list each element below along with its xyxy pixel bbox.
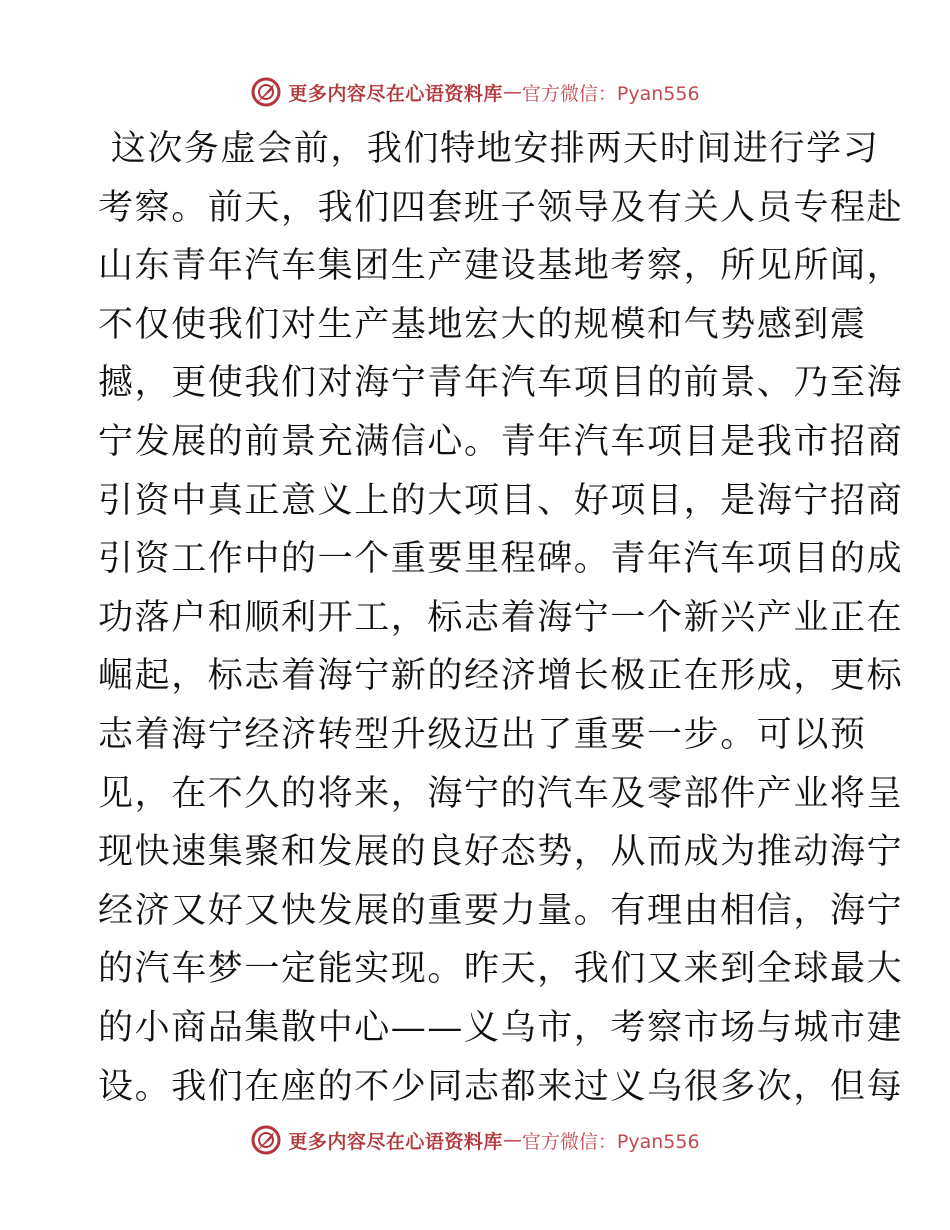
body-line: 志着海宁经济转型升级迈出了重要一步。可以预	[98, 714, 867, 755]
footer-watermark	[0, 1120, 950, 1160]
body-line: 撼，更使我们对海宁青年汽车项目的前景、乃至海	[98, 363, 904, 404]
body-line: 考察。前天，我们四套班子领导及有关人员专程赴	[98, 187, 904, 228]
header-brand-text: 更多内容尽在心语资料库	[288, 82, 503, 105]
body-line: 现快速集聚和发展的良好态势，从而成为推动海宁	[98, 832, 904, 873]
header-watermark	[0, 72, 950, 112]
body-line: 引资中真正意义上的大项目、好项目，是海宁招商	[98, 480, 904, 521]
header-separator: —	[502, 81, 522, 103]
body-line: 不仅使我们对生产基地宏大的规模和气势感到震	[98, 304, 867, 345]
body-line: 引资工作中的一个重要里程碑。青年汽车项目的成	[98, 539, 904, 580]
footer-separator: —	[502, 1129, 522, 1151]
body-line: 宁发展的前景充满信心。青年汽车项目是我市招商	[98, 421, 904, 462]
footer-brand-text: 更多内容尽在心语资料库	[288, 1130, 503, 1153]
brand-logo-icon	[250, 1124, 282, 1156]
body-line: 经济又好又快发展的重要力量。有理由相信，海宁	[98, 890, 904, 931]
header-contact-text: 官方微信：Pyan556	[521, 82, 700, 105]
body-line: 这次务虚会前，我们特地安排两天时间进行学习	[98, 129, 880, 169]
body-line: 设。我们在座的不少同志都来过义乌很多次，但每	[98, 1066, 904, 1107]
body-line: 功落户和顺利开工，标志着海宁一个新兴产业正在	[98, 597, 904, 638]
document-body	[98, 120, 904, 1116]
body-line: 见，在不久的将来，海宁的汽车及零部件产业将呈	[98, 773, 904, 814]
footer-contact-text: 官方微信：Pyan556	[521, 1130, 700, 1153]
body-line: 的汽车梦一定能实现。昨天，我们又来到全球最大	[98, 949, 904, 990]
body-line: 山东青年汽车集团生产建设基地考察，所见所闻，	[98, 246, 904, 287]
brand-logo-icon	[250, 76, 282, 108]
body-line: 崛起，标志着海宁新的经济增长极正在形成，更标	[98, 656, 904, 697]
body-line: 的小商品集散中心——义乌市，考察市场与城市建	[98, 1007, 904, 1048]
